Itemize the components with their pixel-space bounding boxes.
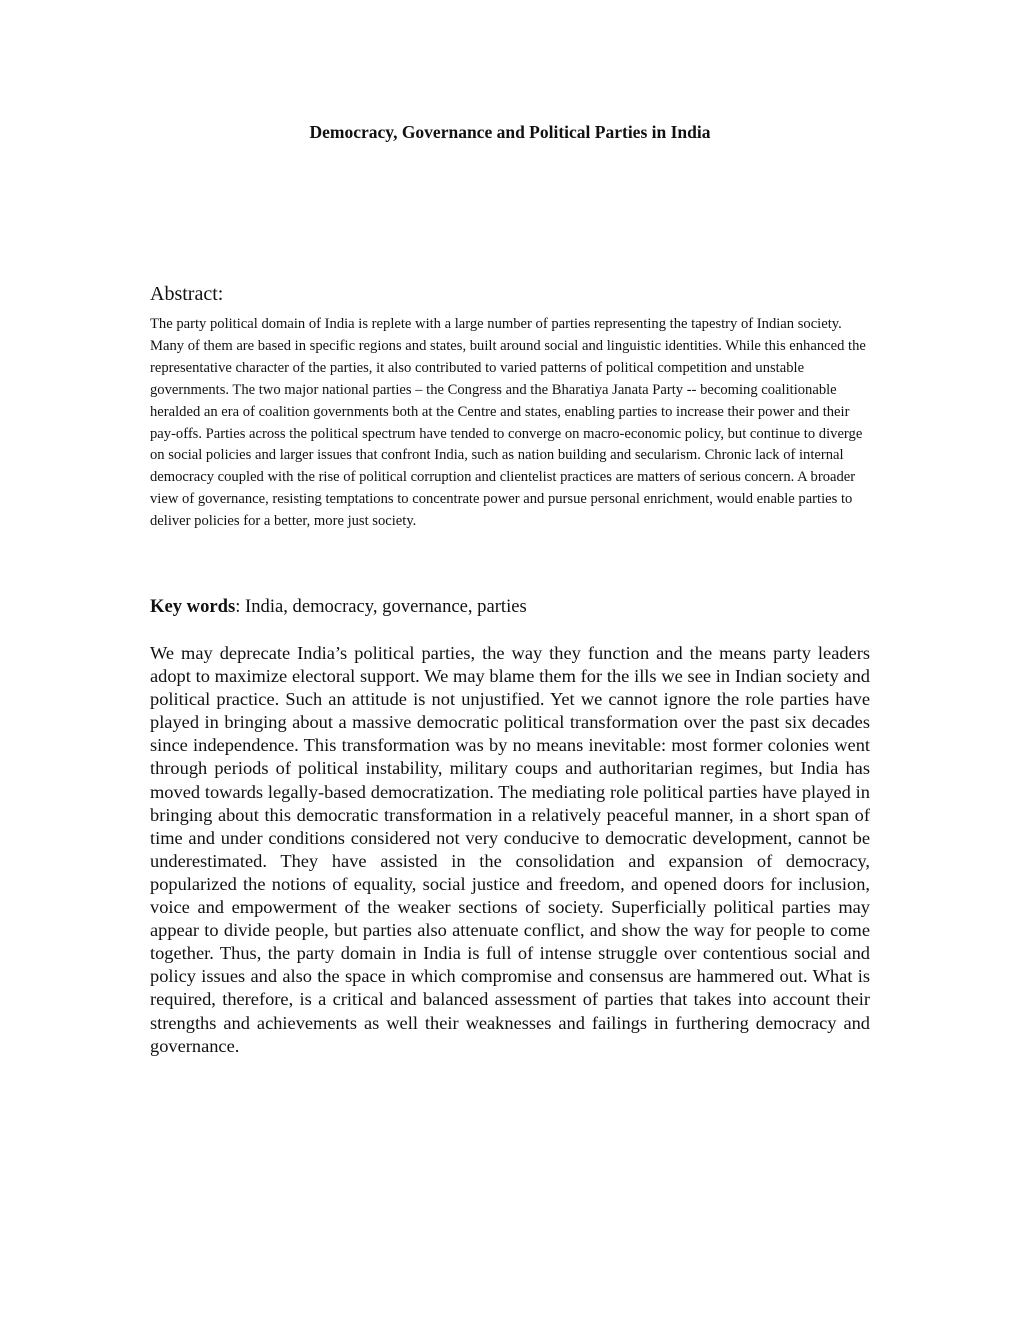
keywords-list: : India, democracy, governance, parties — [235, 596, 527, 617]
abstract-text: The party political domain of India is replete with a large number of parties representing the tapestry of Indian society. Many of them are based in specific regions and states, built around social and linguistic identities. While this enhanced the representative character of the parties, it also contributed to varied patterns of political competition and unstable governments. The two major national parties – the Congress and the Bharatiya Janata Party -- becoming coalitionable heralded an era of coalition governments both at the Centre and states, enabling parties to increase their power and their pay-offs. Parties across the political spectrum have tended to converge on macro-economic policy, but continue to diverge on social policies and larger issues that confront India, such as nation building and secularism. Chronic lack of internal democracy coupled with the rise of political corruption and clientelist practices are matters of serious concern. A broader view of governance, resisting temptations to concentrate power and pursue personal enrichment, would enable parties to deliver policies for a better, more just society. — [150, 316, 866, 530]
keywords-line — [150, 595, 527, 619]
intro-paragraph: We may deprecate India’s political parties, the way they function and the means party leaders adopt to maximize electoral support. We may blame them for the ills we see in Indian society and political practice. Such an attitude is not unjustified. Yet we cannot ignore the role parties have played in bringing about a massive democratic political transformation over the past six decades since independence. This transformation was by no means inevitable: most former colonies went through periods of political instability, military coups and authoritarian regimes, but India has moved towards legally-based democratization. The mediating role political parties have played in bringing about this democratic transformation in a relatively peaceful manner, in a short span of time and under conditions considered not very conducive to democratic development, cannot be underestimated. They have assisted in the consolidation and expansion of democracy, popularized the notions of equality, social justice and freedom, and opened doors for inclusion, voice and empowerment of the weaker sections of society. Superficially political parties may appear to divide people, but parties also attenuate conflict, and show the way for people to come together. Thus, the party domain in India is full of intense struggle over contentious social and policy issues and also the space in which compromise and consensus are hammered out. What is required, therefore, is a critical and balanced assessment of parties that takes into account their strengths and achievements as well their weaknesses and failings in furthering democracy and governance. — [150, 643, 870, 1056]
abstract-heading: Abstract: — [150, 283, 224, 305]
keywords-label: Key words — [150, 596, 236, 617]
paper-title: Democracy, Governance and Political Parties in India — [309, 122, 711, 142]
